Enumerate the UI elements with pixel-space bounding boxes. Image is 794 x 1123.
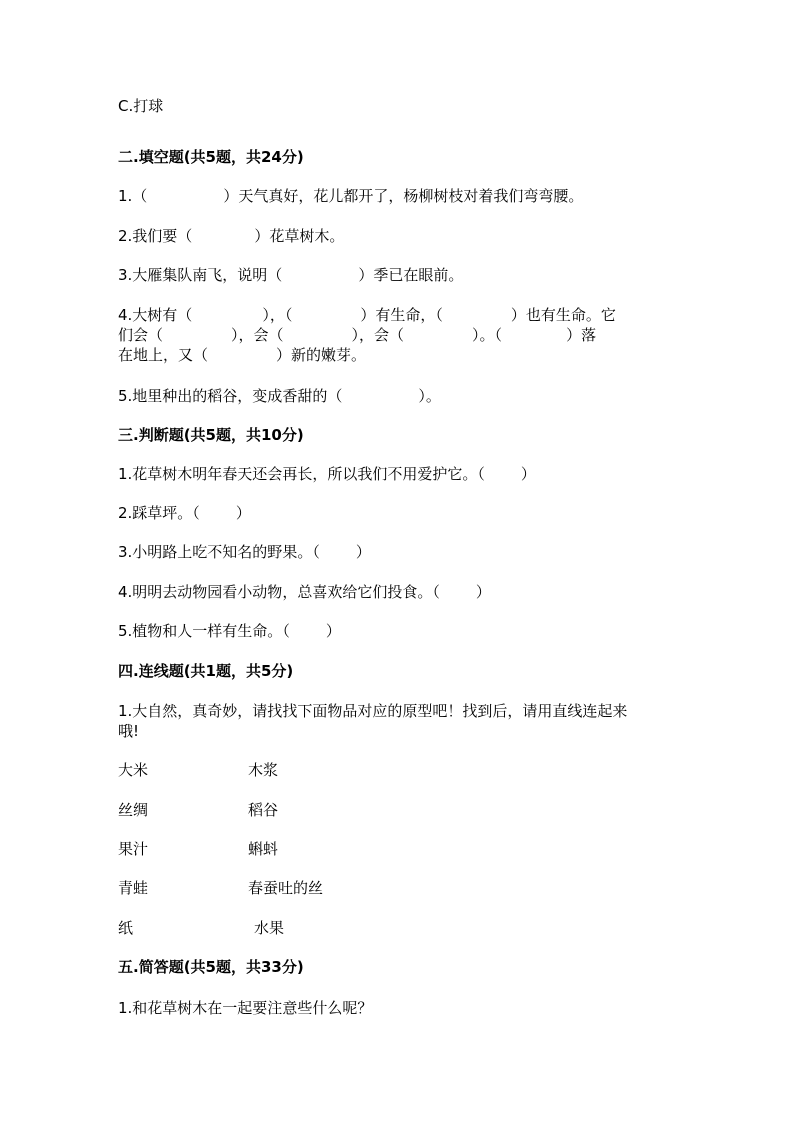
match-right-item: 蝌蚪 [248,840,279,858]
section5-title: 五.简答题(共5题，共33分) [118,958,304,976]
q2-prefix: 2.我们要（ [118,227,193,245]
q4-text: ）有生命，（ [360,306,443,324]
q3-suffix: ）季已在眼前。 [358,266,464,284]
judge-text: 5.植物和人一样有生命。（ [118,622,290,640]
q5-suffix: ）。 [418,387,441,405]
q4-text: ），会（ [231,326,284,344]
q4-text: ）。（ [472,326,503,344]
judge-question-3 [118,542,371,562]
q4-text: ），（ [262,306,293,324]
section4-title: 四.连线题(共1题，共5分) [118,662,294,680]
match-question-line2: 哦! [118,722,140,740]
match-right-item: 木浆 [248,761,279,779]
judge-close: ） [235,504,251,522]
fill-question-3 [118,265,463,285]
judge-close: ） [475,583,491,601]
fill-question-4-line2 [118,325,596,345]
judge-question-2 [118,503,251,523]
judge-close: ） [355,543,371,561]
q4-text: 们会（ [118,326,164,344]
judge-close: ） [520,465,536,483]
q4-text: 在地上，又（ [118,346,209,364]
q4-text: ），会（ [351,326,405,344]
judge-text: 1.花草树木明年春天还会再长，所以我们不用爱护它。（ [118,465,485,483]
option-c: C.打球 [118,97,164,115]
fill-question-5 [118,386,441,406]
judge-text: 2.踩草坪。（ [118,504,200,522]
section3-title: 三.判断题(共5题，共10分) [118,426,304,444]
q1-prefix: 1.（ [118,187,148,205]
match-left-item: 青蛙 [118,879,149,897]
match-right-item: 春蚕吐的丝 [248,879,324,897]
section2-title: 二.填空题(共5题，共24分) [118,148,304,166]
fill-question-2 [118,226,344,246]
fill-question-4-line1 [118,305,616,325]
match-left-item: 丝绸 [118,801,149,819]
judge-question-1 [118,464,536,484]
q3-prefix: 3.大雁集队南飞，说明（ [118,266,283,284]
q4-text: ）落 [566,326,597,344]
match-left-item: 果汁 [118,840,149,858]
match-right-item: 水果 [254,919,285,937]
q1-suffix: ）天气真好，花儿都开了，杨柳树枝对着我们弯弯腰。 [223,187,584,205]
short-answer-question-1: 1.和花草树木在一起要注意些什么呢？ [118,999,373,1017]
q4-text: ）新的嫩芽。 [276,346,367,364]
match-right-item: 稻谷 [248,801,279,819]
judge-text: 3.小明路上吃不知名的野果。（ [118,543,320,561]
judge-text: 4.明明去动物园看小动物，总喜欢给它们投食。（ [118,583,440,601]
fill-question-1 [118,186,583,206]
match-question-line1: 1.大自然，真奇妙，请找找下面物品对应的原型吧！找到后，请用直线连起来 [118,702,628,720]
q2-suffix: ）花草树木。 [254,227,345,245]
judge-close: ） [325,622,341,640]
q4-text: ）也有生命。它 [510,306,616,324]
fill-question-4-line3 [118,345,366,365]
match-left-item: 纸 [118,919,134,937]
judge-question-4 [118,582,491,602]
q4-text: 4.大树有（ [118,306,193,324]
q5-prefix: 5.地里种出的稻谷，变成香甜的（ [118,387,343,405]
match-left-item: 大米 [118,761,149,779]
judge-question-5 [118,621,341,641]
